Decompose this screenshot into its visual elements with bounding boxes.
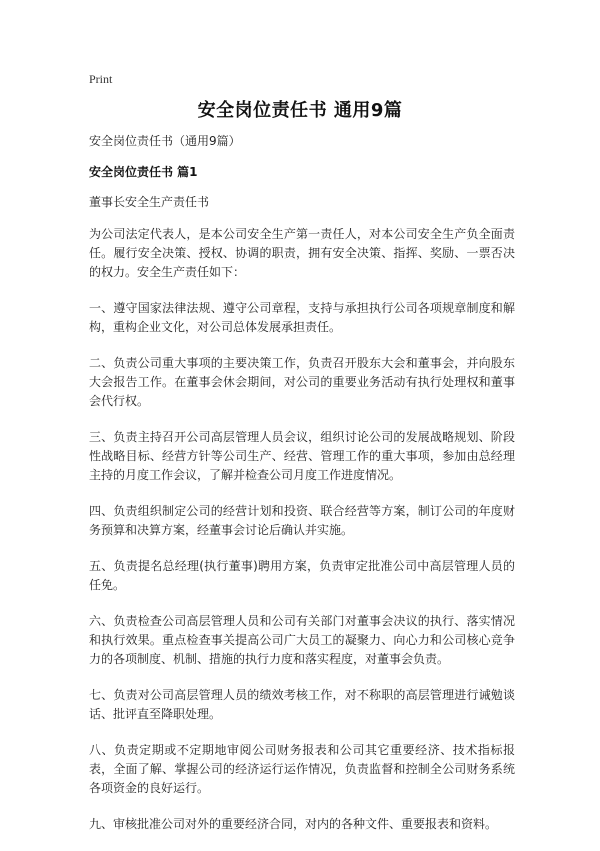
- paragraph-item-7: 七、负责对公司高层管理人员的绩效考核工作，对不称职的高层管理进行诫勉谈话、批评直至降职处理。: [89, 688, 515, 721]
- paragraph-item-5: 五、负责提名总经理(执行董事)聘用方案，负责审定批准公司中高层管理人员的任免。: [89, 559, 515, 592]
- paragraph-item-9: 九、审核批准公司对外的重要经济合同，对内的各种文件、重要报表和资料。: [89, 817, 498, 831]
- paragraph-item-3: 三、负责主持召开公司高层管理人员会议，组织讨论公司的发展战略规划、阶段性战略目标、经营方针等公司生产、经营、管理工作的重大事项，参加由总经理主持的月度工作会议，了解并检查公司月度工作进度情况。: [89, 430, 515, 482]
- role-title: 董事长安全生产责任书: [89, 195, 210, 209]
- paragraph-item-2: 二、负责公司重大事项的主要决策工作，负责召开股东大会和董事会，并向股东大会报告工作。在董事会休会期间，对公司的重要业务活动有执行处理权和董事会代行权。: [89, 356, 515, 408]
- paragraph-item-4: 四、负责组织制定公司的经营计划和投资、联合经营等方案，制订公司的年度财务预算和决算方案，经董事会讨论后确认并实施。: [89, 504, 515, 537]
- paragraph-item-8: 八、负责定期或不定期地审阅公司财务报表和公司其它重要经济、技术指标报表，全面了解、掌握公司的经济运行运作情况，负责监督和控制全公司财务系统各项资金的良好运行。: [89, 743, 515, 795]
- paragraph-intro: 为公司法定代表人，是本公司安全生产第一责任人，对本公司安全生产负全面责任。履行安全决策、授权、协调的职责，拥有安全决策、指挥、奖励、一票否决的权力。安全生产责任如下：: [89, 227, 515, 279]
- document-subtitle: 安全岗位责任书（通用9篇）: [89, 134, 241, 148]
- paragraph-item-6: 六、负责检查公司高层管理人员和公司有关部门对董事会决议的执行、落实情况和执行效果。重点检查事关提高公司广大员工的凝聚力、向心力和公司核心竞争力的各项制度、机制、措施的执行力度和落实程度，对董事会负责。: [89, 614, 515, 666]
- print-link[interactable]: Print: [89, 72, 113, 86]
- document-body: [89, 132, 515, 851]
- paragraph-item-1: 一、遵守国家法律法规、遵守公司章程，支持与承担执行公司各项规章制度和解构，重构企业文化，对公司总体发展承担责任。: [89, 301, 515, 334]
- section-heading: 安全岗位责任书 篇1: [89, 165, 198, 179]
- document-title: 安全岗位责任书 通用9篇: [197, 100, 403, 121]
